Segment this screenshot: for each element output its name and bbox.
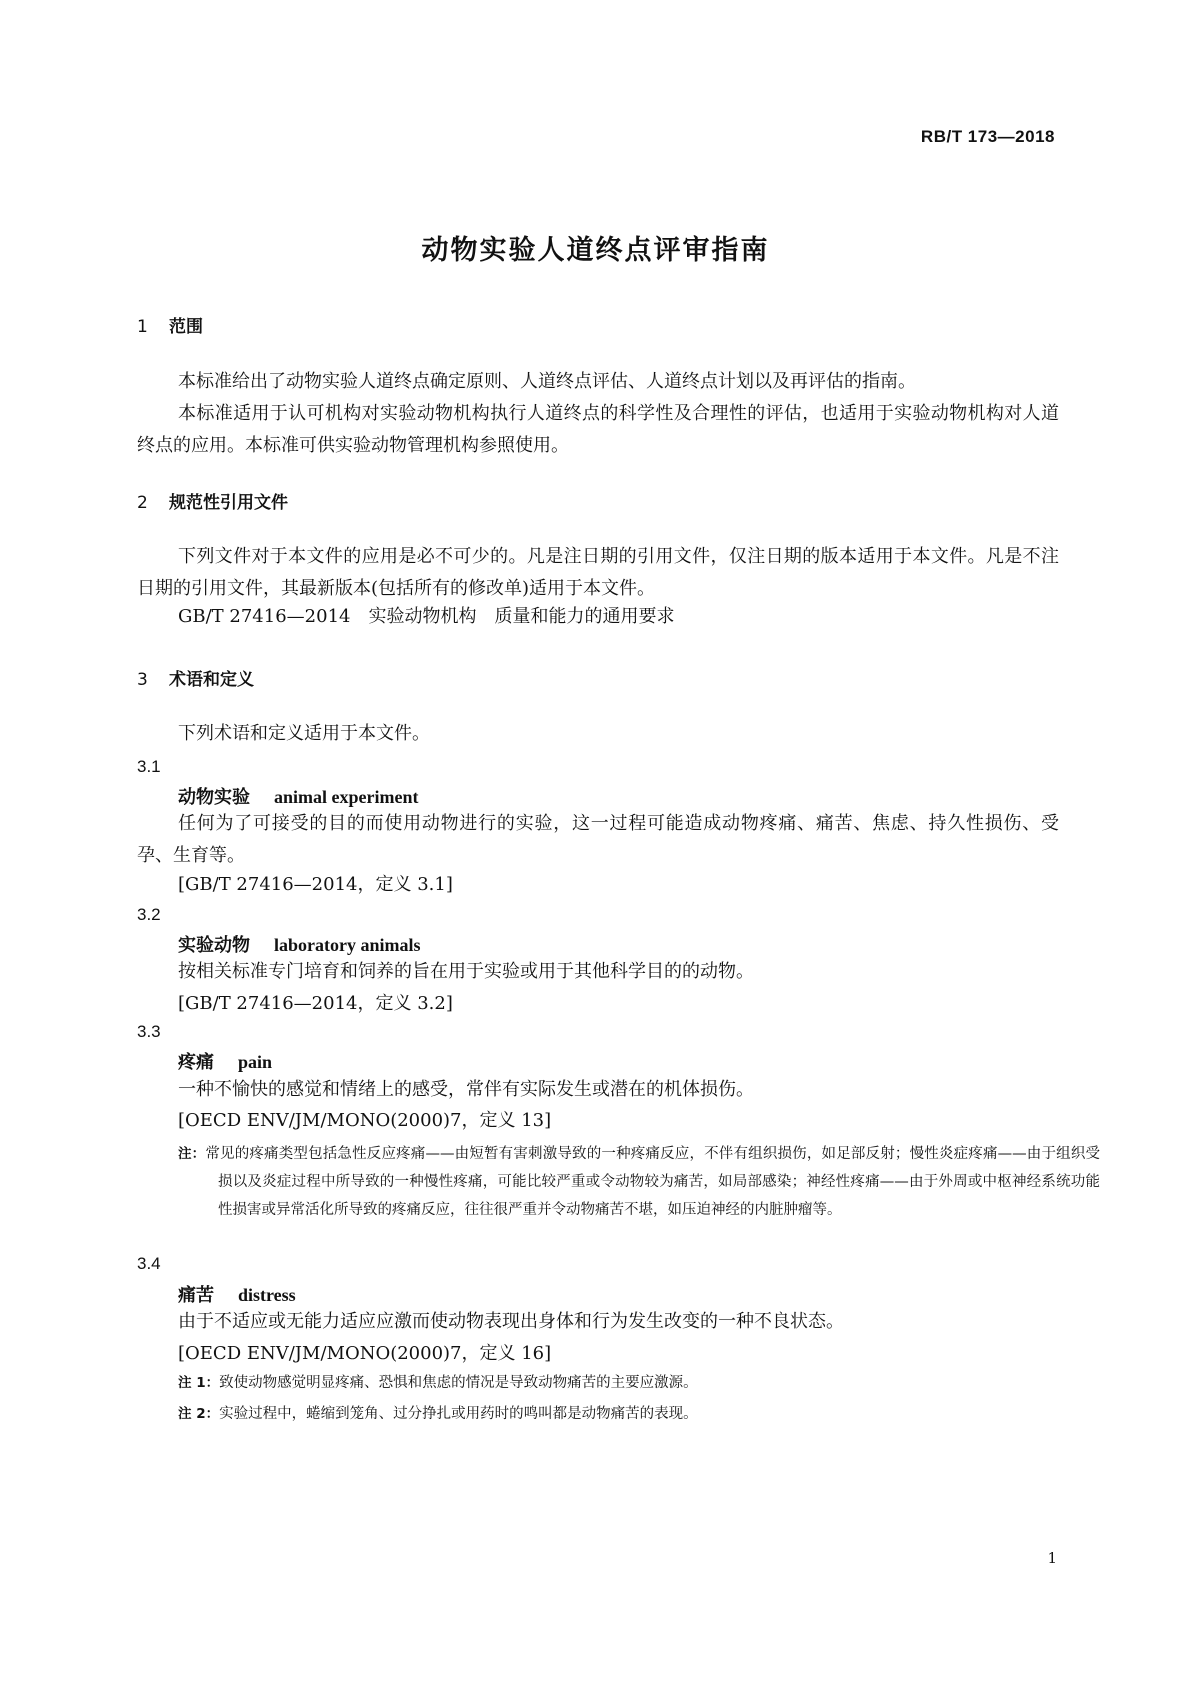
note-label: 注： <box>178 1146 206 1162</box>
term-source: [GB/T 27416—2014，定义 3.1] <box>178 874 453 895</box>
term-number: 3.1 <box>137 757 161 776</box>
standard-code: RB/T 173—2018 <box>920 127 1055 146</box>
note-label: 注 2： <box>178 1406 220 1422</box>
term-zh: 实验动物 <box>178 935 250 956</box>
section-3-heading <box>137 665 254 690</box>
section-3-intro: 下列术语和定义适用于本文件。 <box>178 723 430 744</box>
term-en: pain <box>238 1052 273 1072</box>
term-definition: 由于不适应或无能力适应应激而使动物表现出身体和行为发生改变的一种不良状态。 <box>178 1311 844 1332</box>
section-number: 2 <box>137 493 148 513</box>
term-heading <box>178 1281 296 1307</box>
note-text: 实验过程中，蜷缩到笼角、过分挣扎或用药时的鸣叫都是动物痛苦的表现。 <box>219 1406 698 1422</box>
document-title: 动物实验人道终点评审指南 <box>421 235 770 266</box>
section-1-paragraph-1: 本标准给出了动物实验人道终点确定原则、人道终点评估、人道终点计划以及再评估的指南。 <box>178 371 916 392</box>
term-definition: 任何为了可接受的目的而使用动物进行的实验，这一过程可能造成动物疼痛、痛苦、焦虑、持久性损伤、受孕、生育等。 <box>137 813 1059 866</box>
section-title: 规范性引用文件 <box>169 493 288 513</box>
term-definition: 按相关标准专门培育和饲养的旨在用于实验或用于其他科学目的的动物。 <box>178 961 754 982</box>
term-note-1 <box>178 1369 1060 1397</box>
note-label: 注 1： <box>178 1375 220 1391</box>
page-number: 1 <box>1047 1549 1057 1567</box>
section-number: 3 <box>137 670 148 690</box>
term-number: 3.4 <box>137 1254 161 1273</box>
section-title: 范围 <box>169 317 203 337</box>
term-note <box>178 1140 1100 1224</box>
term-zh: 动物实验 <box>178 787 250 808</box>
term-zh: 疼痛 <box>178 1052 214 1073</box>
note-text: 常见的疼痛类型包括急性反应疼痛——由短暂有害刺激导致的一种疼痛反应，不伴有组织损伤，如足部反射；慢性炎症疼痛——由于组织受损以及炎症过程中所导致的一种慢性疼痛，可能比较严重或令动物较为痛苦，如局部感染；神经性疼痛——由于外周或中枢神经系统功能性损害或异常活化所导致的疼痛反应，往往很严重并令动物痛苦不堪，如压迫神经的内脏肿瘤等。 <box>205 1146 1101 1218</box>
section-number: 1 <box>137 317 148 337</box>
term-heading <box>178 1048 272 1074</box>
term-definition: 一种不愉快的感觉和情绪上的感受，常伴有实际发生或潜在的机体损伤。 <box>178 1079 754 1100</box>
section-1-paragraph-2: 本标准适用于认可机构对实验动物机构执行人道终点的科学性及合理性的评估，也适用于实验动物机构对人道终点的应用。本标准可供实验动物管理机构参照使用。 <box>137 403 1059 456</box>
term-heading <box>178 931 421 957</box>
section-1-heading <box>137 312 203 337</box>
term-en: distress <box>238 1285 296 1305</box>
term-source: [OECD ENV/JM/MONO(2000)7，定义 16] <box>178 1343 552 1364</box>
term-source: [OECD ENV/JM/MONO(2000)7，定义 13] <box>178 1110 552 1131</box>
term-number: 3.3 <box>137 1022 161 1041</box>
normative-reference: GB/T 27416—2014 实验动物机构 质量和能力的通用要求 <box>178 606 675 627</box>
term-en: laboratory animals <box>274 935 421 955</box>
term-en: animal experiment <box>274 787 419 807</box>
term-source: [GB/T 27416—2014，定义 3.2] <box>178 993 453 1014</box>
term-number: 3.2 <box>137 905 161 924</box>
section-2-paragraph-1: 下列文件对于本文件的应用是必不可少的。凡是注日期的引用文件，仅注日期的版本适用于本文件。凡是不注日期的引用文件，其最新版本(包括所有的修改单)适用于本文件。 <box>137 546 1059 599</box>
section-2-heading <box>137 488 288 513</box>
section-title: 术语和定义 <box>169 670 254 690</box>
note-text: 致使动物感觉明显疼痛、恐惧和焦虑的情况是导致动物痛苦的主要应激源。 <box>219 1375 698 1391</box>
term-heading <box>178 783 418 809</box>
term-zh: 痛苦 <box>178 1285 214 1306</box>
term-note-2 <box>178 1400 1060 1428</box>
